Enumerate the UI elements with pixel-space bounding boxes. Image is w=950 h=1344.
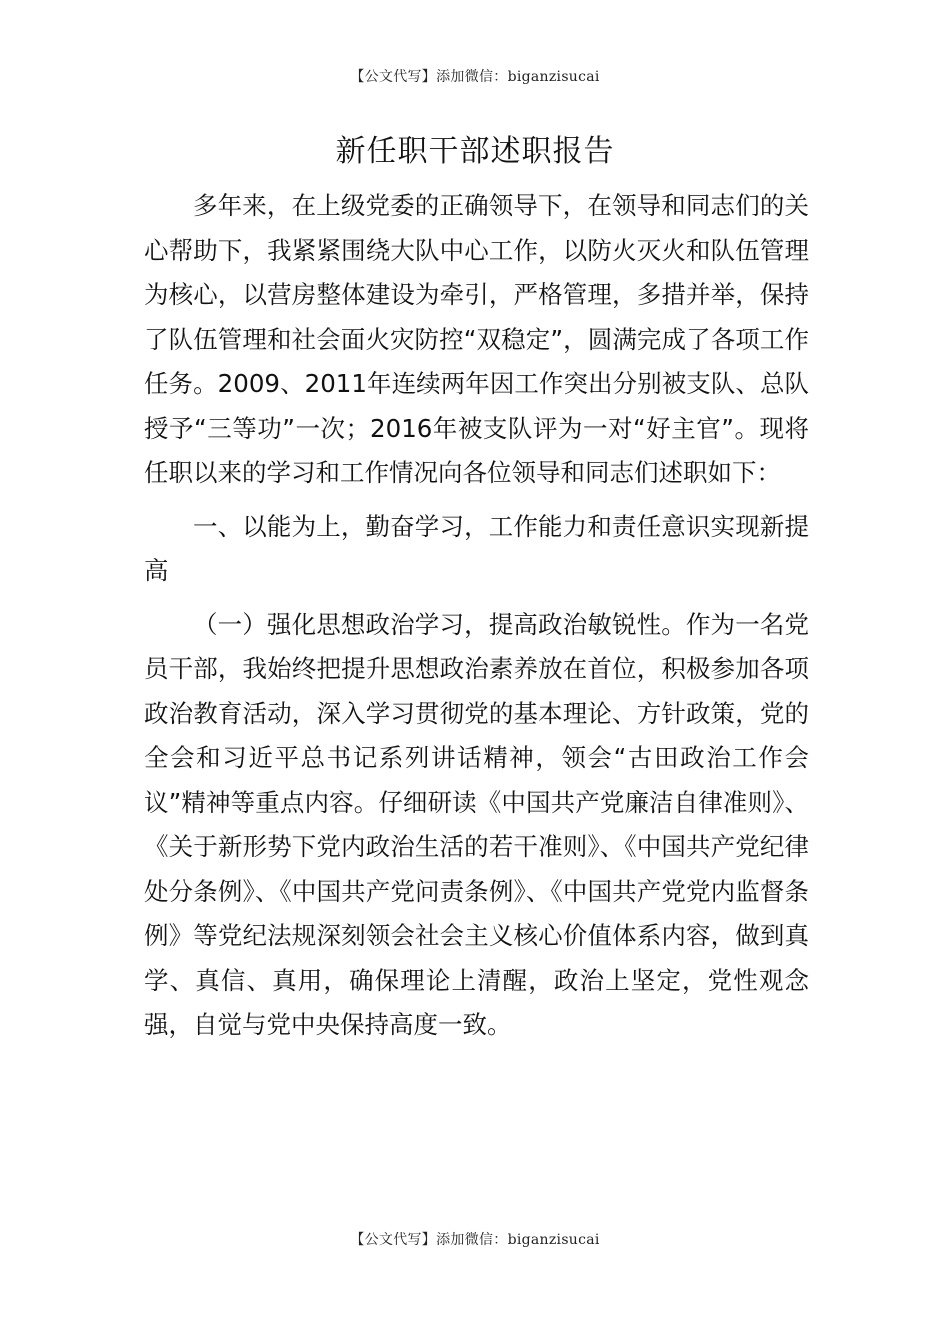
subsection-paragraph: （一）强化思想政治学习，提高政治敏锐性。作为一名党员干部，我始终把提升思想政治素养放在首位，积极参加各项政治教育活动，深入学习贯彻党的基本理论、方针政策，党的全会和习近平总书记系列讲话精神，领会“古田政治工作会议”精神等重点内容。仔细研读《中国共产党廉洁自律准则》、《关于新形势下党内政治生活的若干准则》、《中国共产党纪律处分条例》、《中国共产党问责条例》、《中国共产党党内监督条例》等党纪法规深刻领会社会主义核心价值体系内容，做到真学、真信、真用，确保理论上清醒，政治上坚定，党性观念强，自觉与党中央保持高度一致。	[144, 609, 809, 1039]
document-body	[144, 184, 809, 1057]
document-title: 新任职干部述职报告	[335, 134, 615, 169]
intro-paragraph: 多年来，在上级党委的正确领导下，在领导和同志们的关心帮助下，我紧紧围绕大队中心工作，以防火灭火和队伍管理为核心，以营房整体建设为牵引，严格管理，多措并举，保持了队伍管理和社会面火灾防控“双稳定”，圆满完成了各项工作任务。2009、2011年连续两年因工作突出分别被支队、总队授予“三等功”一次；2016年被支队评为一对“好主官”。现将任职以来的学习和工作情况向各位领导和同志们述职如下：	[144, 191, 809, 487]
page-header: 【公文代写】添加微信：biganzisucai	[350, 69, 600, 85]
page-footer: 【公文代写】添加微信：biganzisucai	[350, 1232, 600, 1248]
section-heading: 一、以能为上，勤奋学习，工作能力和责任意识实现新提高	[144, 511, 809, 585]
